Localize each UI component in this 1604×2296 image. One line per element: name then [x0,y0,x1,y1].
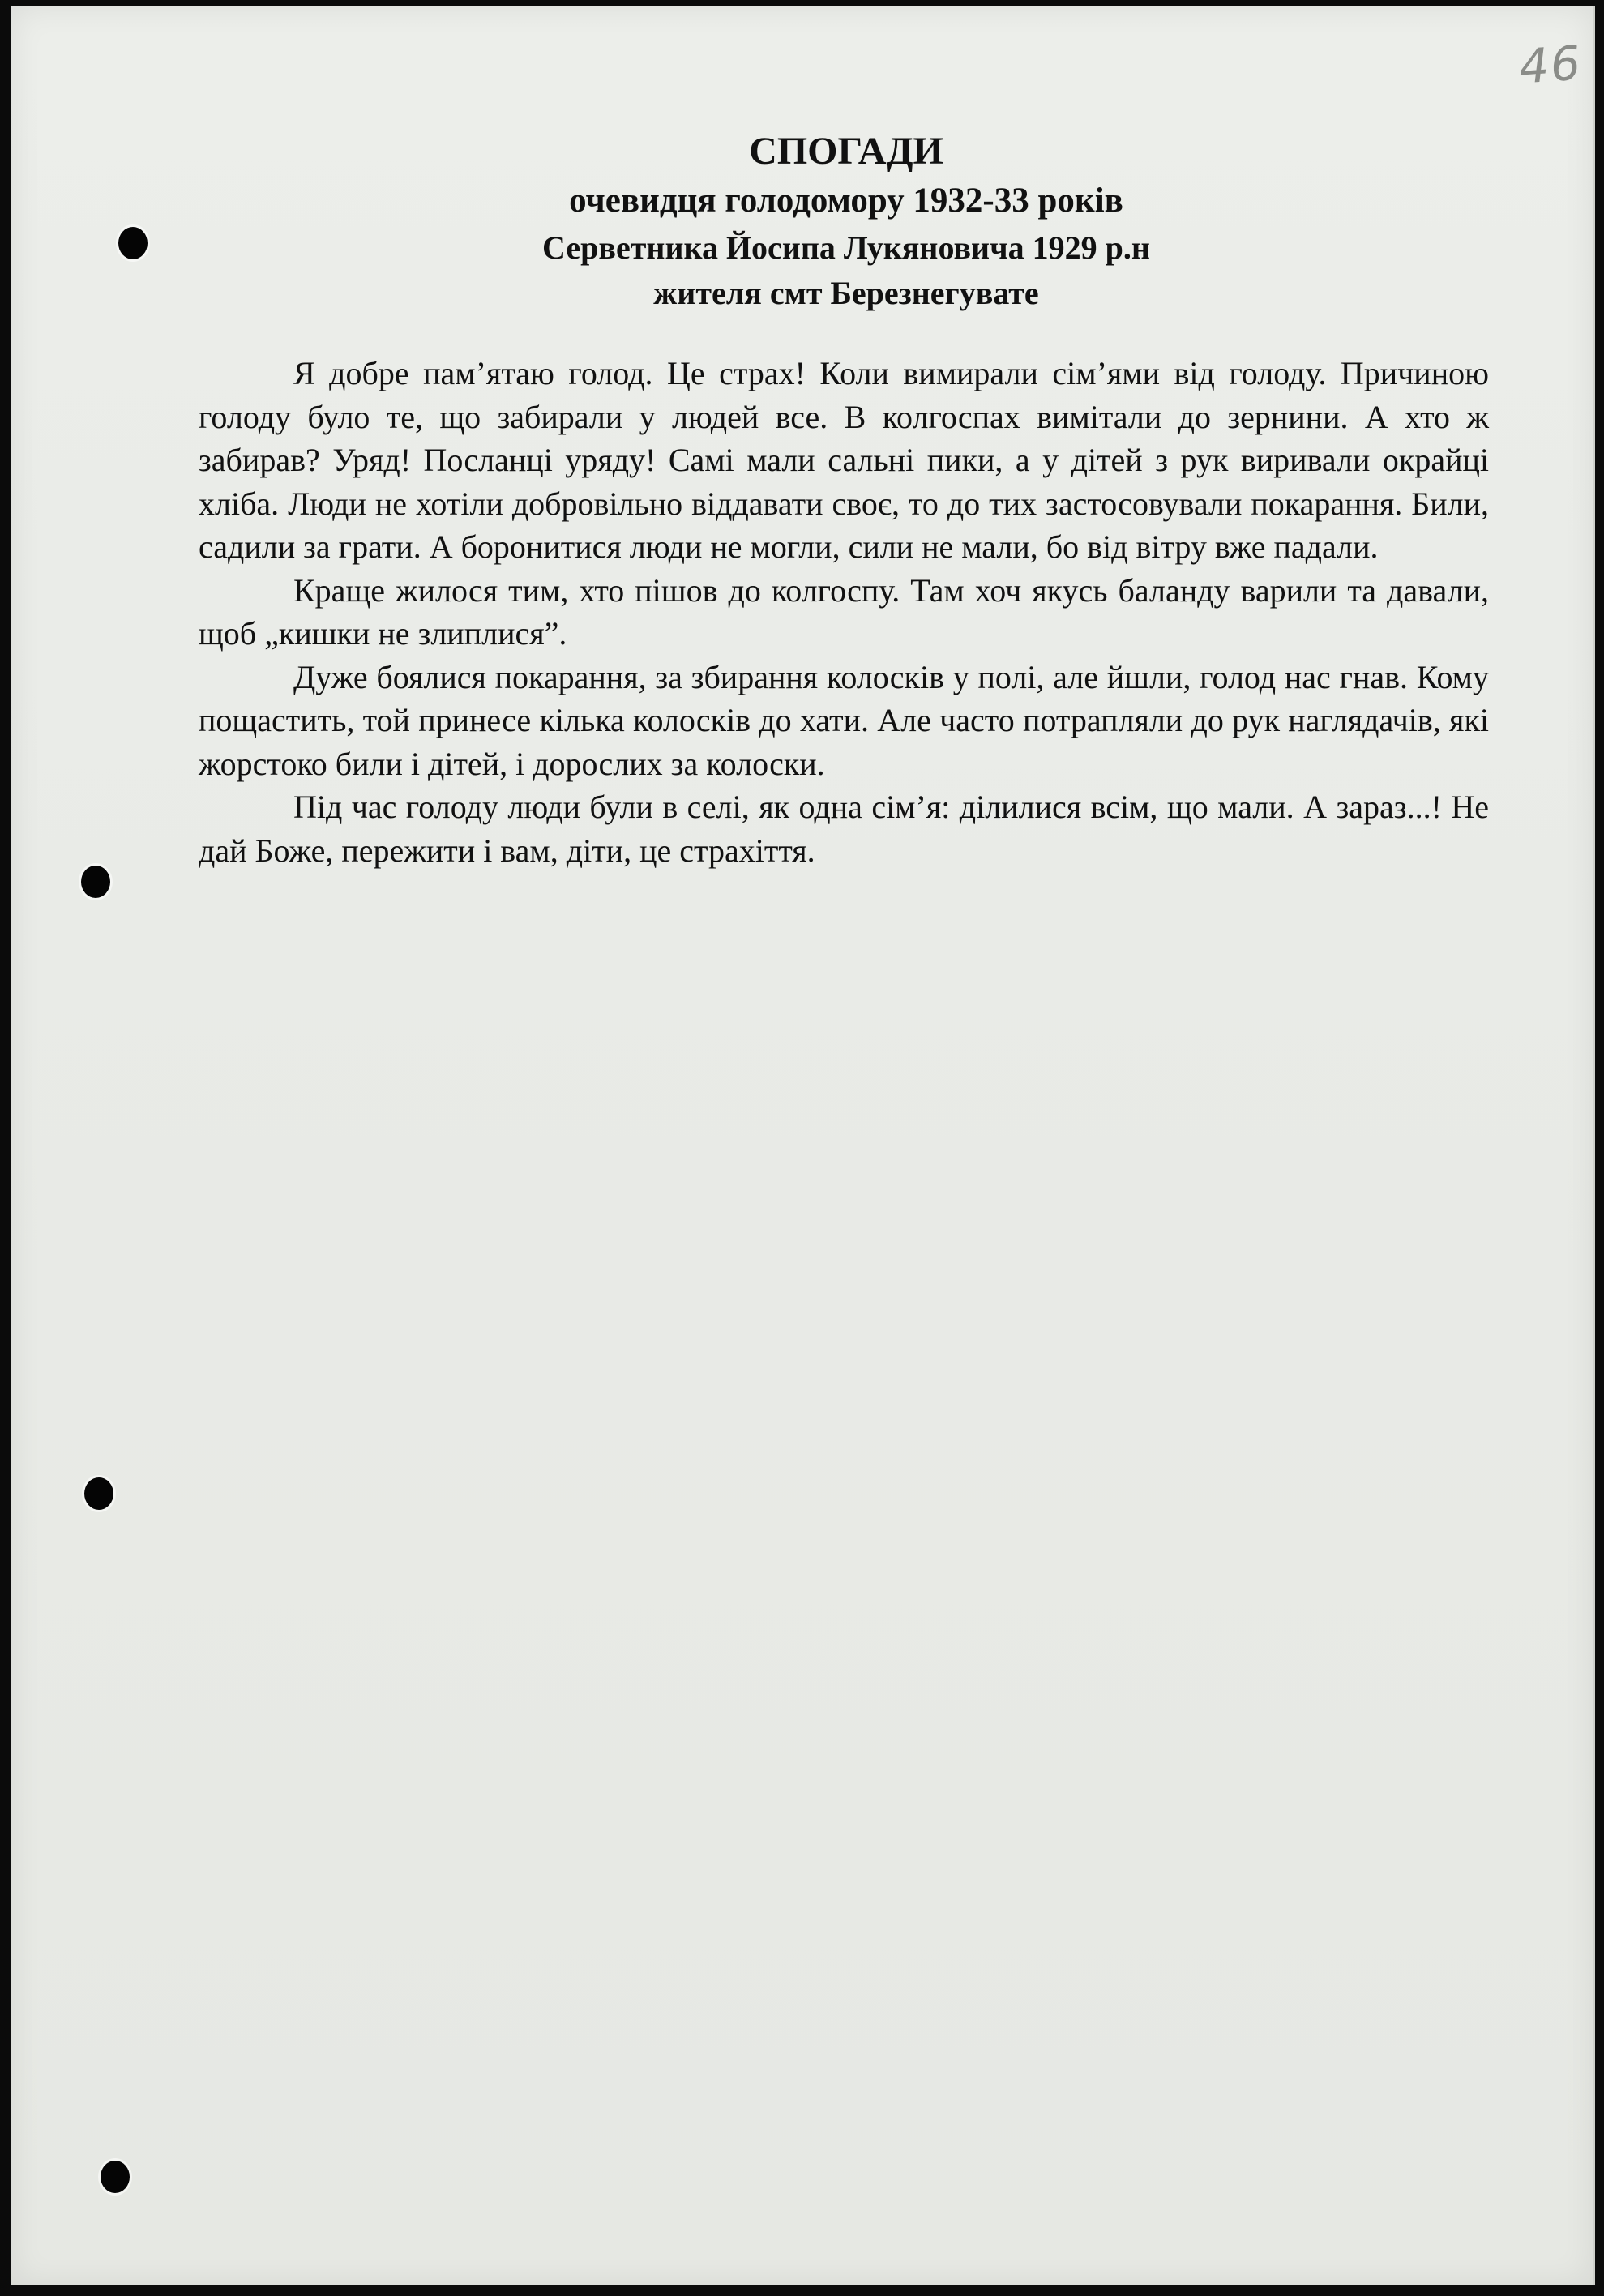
paragraph: Під час голоду люди були в селі, як одна сім’я: ділилися всім, що мали. А зараз...! Не дай Боже, пережити і вам, діти, це страхіття. [199,789,1489,869]
document-subtitle: очевидця голодомору 1932-33 років [569,182,1123,220]
paragraph: Дуже боялися покарання, за збирання колосків у полі, але йшли, голод нас гнав. Кому пощастить, той принесе кілька колосків до хати. Але часто потрапляли до рук наглядачів, які жорстоко били і дітей, і дорослих за колоски. [199,658,1489,782]
document-title: СПОГАДИ [749,130,943,173]
handwritten-page-number: 46 [1516,35,1585,95]
punch-hole [118,227,148,259]
witness-residence: жителя смт Березнегувате [653,275,1039,311]
witness-name: Серветника Йосипа Лукяновича 1929 р.н [542,229,1150,266]
document-sheet [11,6,1595,2285]
paragraph: Я добре пам’ятаю голод. Це страх! Коли вимирали сім’ями від голоду. Причиною голоду було те, що забирали у людей все. В колгоспах вимітали до зернини. А хто ж забирав? Уряд! Посланці уряду! Самі мали сальні пики, а у дітей з рук виривали окрайці хліба. Люди не хотіли добровільно віддавати своє, то до тих застосовували покарання. Били, садили за грати. А боронитися люди не могли, сили не мали, бо від вітру вже падали. [199,355,1489,565]
punch-hole [81,866,110,898]
document-body [199,352,1489,872]
paragraph: Краще жилося тим, хто пішов до колгоспу. Там хоч якусь баланду варили та давали, щоб „кишки не злиплися”. [199,571,1489,652]
document-heading [198,126,1495,316]
punch-hole [101,2161,130,2193]
punch-hole [84,1477,113,1510]
